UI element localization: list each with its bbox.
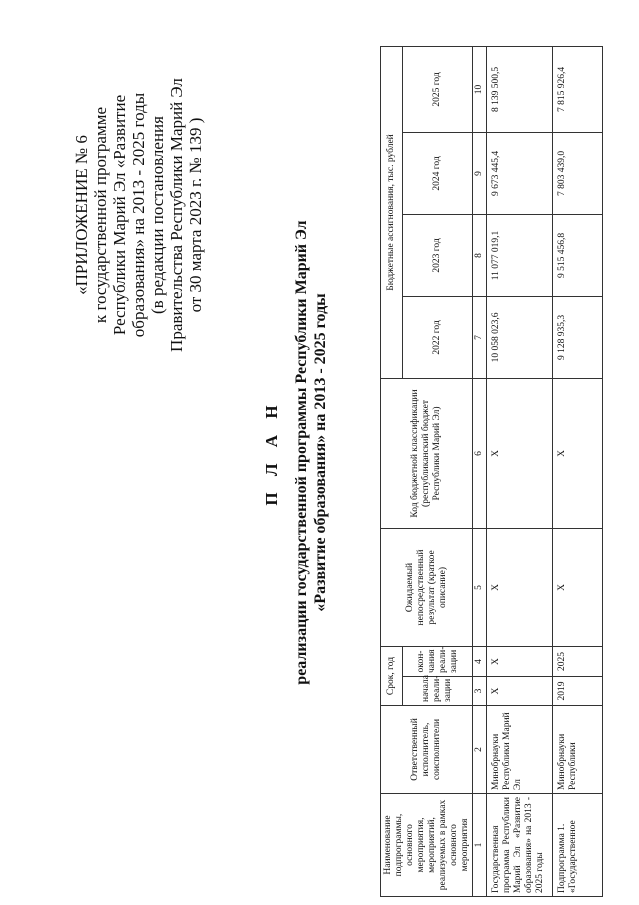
annex-line-3: Республики Марий Эл «Развитие xyxy=(110,94,129,336)
row-y2022: 9 128 935,3 xyxy=(553,296,603,378)
row-executor: Минобрнауки Республики xyxy=(553,706,603,794)
annex-line-4: образования» на 2013 - 2025 годы xyxy=(129,92,148,338)
annex-line-1: «ПРИЛОЖЕНИЕ № 6 xyxy=(72,135,91,295)
plan-subtitle-line-1: реализации государственной программы Республики Марий Эл xyxy=(293,220,310,685)
annex-line-2: к государственной программе xyxy=(91,106,110,324)
row-code: X xyxy=(553,378,603,528)
row-y2024: 9 673 445,4 xyxy=(487,132,553,214)
header-code: Код бюджетной классификации (республиканский бюджет Республики Марий Эл) xyxy=(381,378,473,528)
header-result: Ожидаемый непосредственный результат (краткое описание) xyxy=(381,528,473,646)
header-term: Срок, год xyxy=(381,646,403,705)
header-name: Наименование подпрограммы, основного мероприятия, мероприятий, реализуемых в рамках основного мероприятия xyxy=(381,794,473,897)
column-index: 5 xyxy=(473,528,487,646)
row-y2025: 8 139 500,5 xyxy=(487,46,553,132)
header-budget: Бюджетные ассигнования, тыс. рублей xyxy=(381,46,403,378)
row-y2023: 9 515 456,8 xyxy=(553,214,603,296)
row-name: Подпрограмма 1. «Государственное xyxy=(553,794,603,897)
row-end: 2025 xyxy=(553,646,603,676)
header-start: начала реали-зации xyxy=(403,677,473,706)
annex-line-5: (в редакции постановления xyxy=(148,116,167,314)
row-result: X xyxy=(553,528,603,646)
row-y2024: 7 803 439,0 xyxy=(553,132,603,214)
plan-title: П Л А Н xyxy=(262,399,281,506)
header-year-2025: 2025 год xyxy=(403,46,473,132)
header-year-2023: 2023 год xyxy=(403,214,473,296)
plan-subtitle-line-2: «Развитие образования» на 2013 - 2025 годы xyxy=(312,293,329,612)
row-code: X xyxy=(487,378,553,528)
header-executor: Ответственный исполнитель, соисполнители xyxy=(381,706,473,794)
column-index: 9 xyxy=(473,132,487,214)
annex-block xyxy=(72,50,205,380)
header-year-2024: 2024 год xyxy=(403,132,473,214)
column-index: 1 xyxy=(473,794,487,897)
header-year-2022: 2022 год xyxy=(403,296,473,378)
row-end: X xyxy=(487,646,553,676)
column-index: 3 xyxy=(473,677,487,706)
annex-line-7: от 30 марта 2023 г. № 139 ) xyxy=(186,117,205,313)
row-executor: Минобрнауки Республики Марий Эл xyxy=(487,706,553,794)
row-result: X xyxy=(487,528,553,646)
column-index: 7 xyxy=(473,296,487,378)
column-index: 2 xyxy=(473,706,487,794)
column-index: 8 xyxy=(473,214,487,296)
row-start: 2019 xyxy=(553,677,603,706)
header-end: окон-чания реали-зации xyxy=(403,646,473,676)
plan-subtitle xyxy=(292,0,330,905)
table-row xyxy=(553,46,603,896)
column-index: 10 xyxy=(473,46,487,132)
row-y2023: 11 077 019,1 xyxy=(487,214,553,296)
annex-line-6: Правительства Республики Марий Эл xyxy=(167,78,186,352)
column-index: 6 xyxy=(473,378,487,528)
row-start: X xyxy=(487,677,553,706)
row-y2022: 10 058 023,6 xyxy=(487,296,553,378)
column-index: 4 xyxy=(473,646,487,676)
table-row xyxy=(487,46,553,896)
row-y2025: 7 815 926,4 xyxy=(553,46,603,132)
row-name: Государственная программа Республики Марий Эл «Развитие образования» на 2013 - 2025 годы xyxy=(487,794,553,897)
plan-table xyxy=(380,46,603,897)
